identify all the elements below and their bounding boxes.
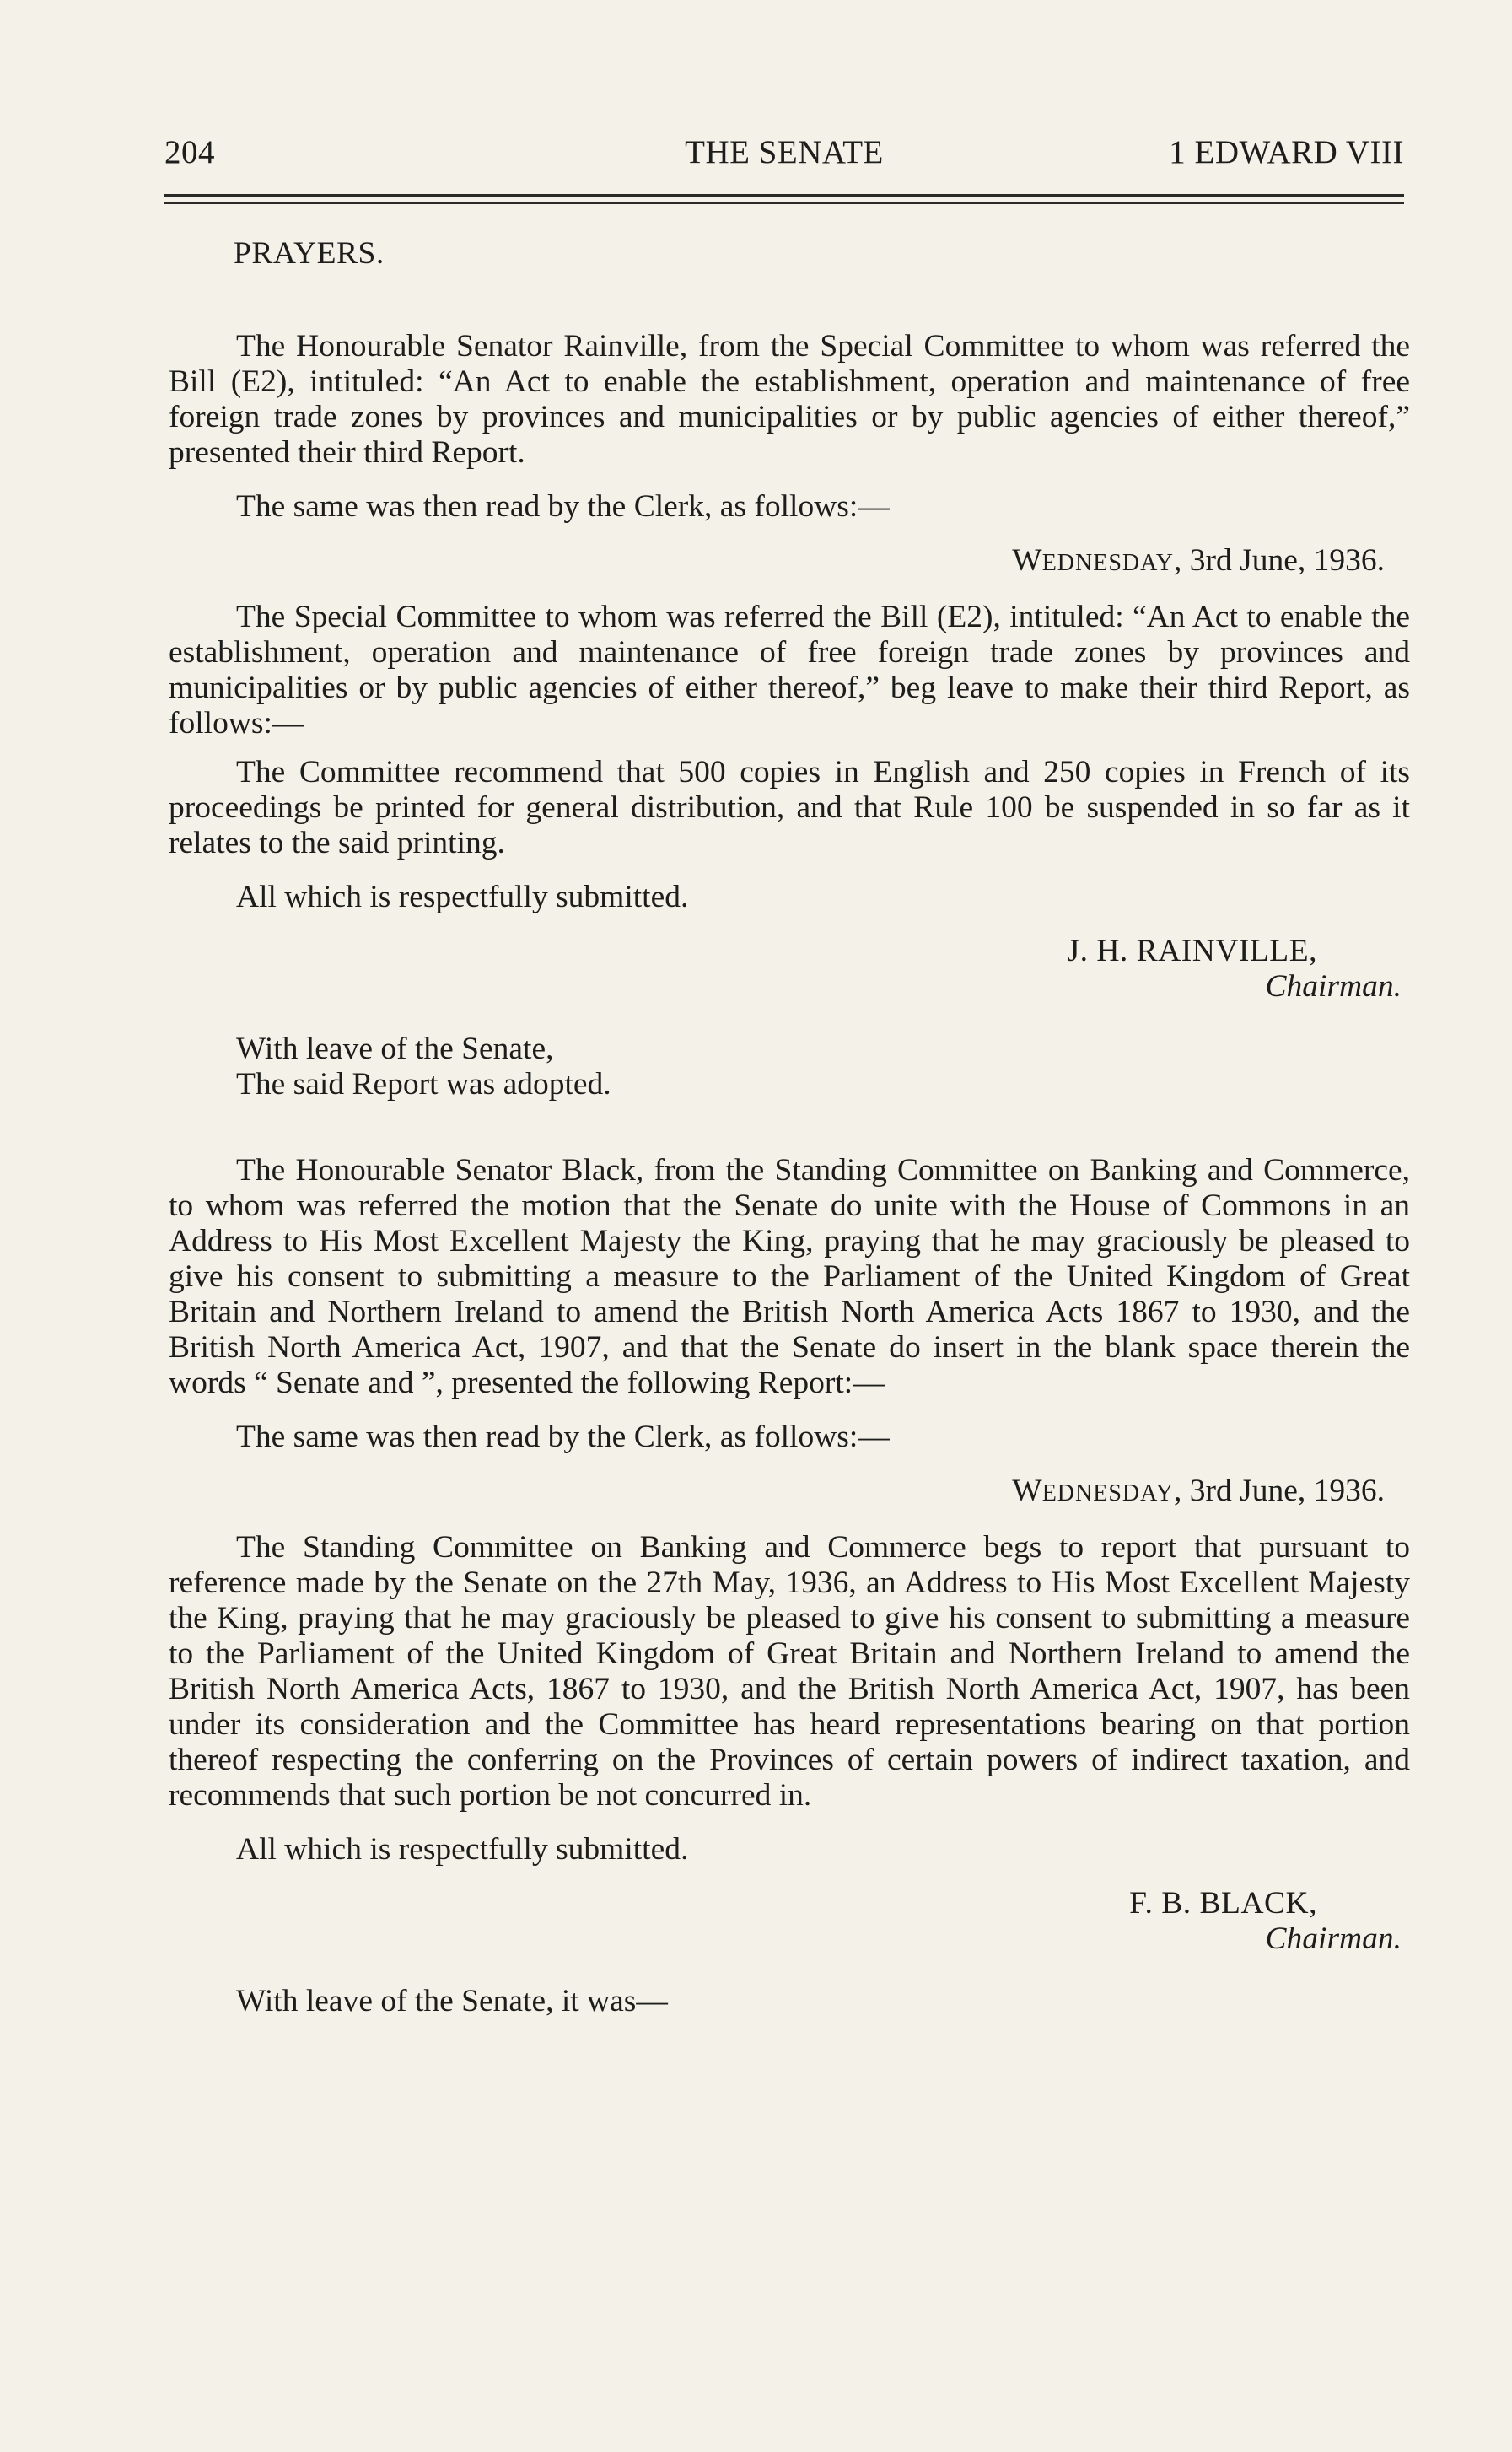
report-paragraph: The Standing Committee on Banking and Commerce begs to report that pursuant to reference made by the Senate on the 27th May, 1936, an Address to His Most Excellent Majesty the King, praying that he may graciously be pleased to give his consent to submitting a measure to the Parliament of the United Kingdom of Great Britain and Northern Ireland to amend the British North America Acts, 1867 to 1930, and the British North America Act, 1907, has been under its consideration and the Committee has heard representations bearing on that portion thereof respecting the conferring on the Provinces of certain powers of indirect taxation, and recommends that such portion be not concurred in. <box>169 1530 1410 1813</box>
journal-title: THE SENATE <box>685 134 884 170</box>
header-rule-thick <box>164 194 1404 197</box>
dateline-weekday-initial: W <box>1012 1474 1042 1508</box>
rainville-intro-paragraph: The Honourable Senator Rainville, from the Special Committee to whom was referred the Bill (E2), intituled: “An Act to enable the establishment, operation and maintenance of free foreign trade zones by provinces and municipalities or by public agencies of either thereof,” presented their third Report. <box>169 329 1410 470</box>
leave-line: With leave of the Senate, <box>236 1032 554 1066</box>
dateline-weekday-rest: EDNESDAY <box>1041 550 1175 576</box>
leave-line: With leave of the Senate, it was— <box>236 1984 668 2018</box>
read-by-clerk-paragraph: The same was then read by the Clerk, as follows:— <box>236 489 890 524</box>
leave-line: The said Report was adopted. <box>236 1067 611 1102</box>
header-rule-thin <box>164 202 1404 204</box>
journal-body <box>169 236 1410 2019</box>
signatory-name: J. H. RAINVILLE, <box>1067 934 1317 968</box>
dateline-weekday-initial: W <box>1012 543 1042 578</box>
signature-block <box>169 1886 1410 1957</box>
prayers-heading: PRAYERS. <box>234 236 385 271</box>
black-intro-paragraph: The Honourable Senator Black, from the Standing Committee on Banking and Commerce, to whom was referred the motion that the Senate do unite with the House of Commons in an Address to His Most Excellent Majesty the King, praying that he may graciously be pleased to give his consent to submitting a measure to the Parliament of the United Kingdom of Great Britain and Northern Ireland to amend the British North America Acts 1867 to 1930, and the British North America Act, 1907, and that the Senate do insert in the blank space therein the words “ Senate and ”, presented the following Report:— <box>169 1153 1410 1400</box>
signatory-name: F. B. BLACK, <box>1129 1886 1317 1921</box>
report-dateline <box>169 543 1410 581</box>
submitted-line: All which is respectfully submitted. <box>236 1832 689 1867</box>
regnal-year: 1 EDWARD VIII <box>1169 134 1404 170</box>
running-head <box>164 133 1404 181</box>
report-dateline <box>169 1474 1410 1512</box>
dateline-date: , 3rd June, 1936. <box>1174 1474 1385 1508</box>
report-paragraph: The Special Committee to whom was referred the Bill (E2), intituled: “An Act to enable the establishment, operation and maintenance of free foreign trade zones by provinces and municipalities or by public agencies of either thereof,” beg leave to make their third Report, as follows:— <box>169 600 1410 741</box>
report-paragraph: The Committee recommend that 500 copies in English and 250 copies in French of its proceedings be printed for general distribution, and that Rule 100 be suspended in so far as it relates to the said printing. <box>169 755 1410 860</box>
dateline-weekday-rest: EDNESDAY <box>1041 1480 1175 1506</box>
submitted-line: All which is respectfully submitted. <box>236 880 689 914</box>
dateline-date: , 3rd June, 1936. <box>1174 543 1385 578</box>
read-by-clerk-paragraph: The same was then read by the Clerk, as follows:— <box>236 1420 890 1454</box>
signatory-title: Chairman. <box>1265 969 1402 1004</box>
signature-block <box>169 934 1410 1005</box>
signatory-title: Chairman. <box>1265 1921 1402 1956</box>
page-number: 204 <box>164 134 215 170</box>
